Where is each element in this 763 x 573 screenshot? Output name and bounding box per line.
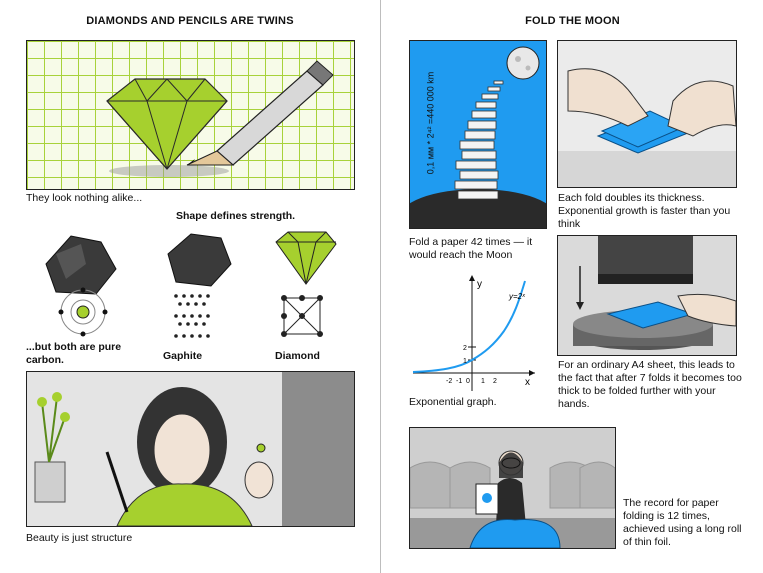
graph-tick-y2: 2 <box>463 345 467 352</box>
record-panel <box>409 427 616 549</box>
caption-a4: For an ordinary A4 sheet, this leads to the fact that after 7 folds it becomes too thick to be folded further with your hands. <box>558 359 742 410</box>
caption-doubles: Each fold doubles its thickness. Exponential growth is faster than you think <box>558 192 731 230</box>
exponential-graph <box>409 271 539 396</box>
graph-tick-x2: 2 <box>493 378 497 385</box>
graph-tick-y1: 1 <box>463 358 467 365</box>
press-panel <box>557 235 737 356</box>
graph-tick-x1: 1 <box>481 378 485 385</box>
caption-record: The record for paper folding is 12 times, achieved using a long roll of thin foil. <box>623 497 742 548</box>
label-diamond: Diamond <box>275 350 320 362</box>
caption-graph: Exponential graph. <box>409 396 497 408</box>
caption-beauty: Beauty is just structure <box>26 532 133 544</box>
graph-tick-0: 0 <box>466 378 470 385</box>
moon-formula: 0,1 мм * 2⁴² =440 000 km <box>425 71 436 175</box>
girl-ring-illustration <box>27 372 354 526</box>
girl-ring-panel <box>26 371 355 527</box>
folding-hands-panel <box>557 40 737 188</box>
graph-y-label: y <box>477 279 482 290</box>
graph-x-label: x <box>525 377 530 388</box>
press-illustration <box>558 236 736 355</box>
record-holder-illustration <box>410 428 615 548</box>
caption-carbon: ...but both are pure carbon. <box>26 341 122 366</box>
diamond-pencil-illustration <box>27 41 354 189</box>
folding-hands-illustration <box>558 41 736 187</box>
diamond-pencil-panel <box>26 40 355 190</box>
caption-shape: Shape defines strength. <box>176 210 296 222</box>
label-graphite: Gaphite <box>163 350 203 362</box>
page-divider <box>380 0 381 573</box>
right-title: FOLD THE MOON <box>525 15 620 27</box>
caption-alike: They look nothing alike... <box>26 192 143 204</box>
left-title: DIAMONDS AND PENCILS ARE TWINS <box>86 15 294 27</box>
caption-fold42: Fold a paper 42 times — it would reach the Moon <box>409 236 533 261</box>
graph-tick-neg2: -2 <box>446 378 453 385</box>
graph-curve-label: y=2ˣ <box>509 292 525 301</box>
graph-tick-neg1: -1 <box>456 378 463 385</box>
